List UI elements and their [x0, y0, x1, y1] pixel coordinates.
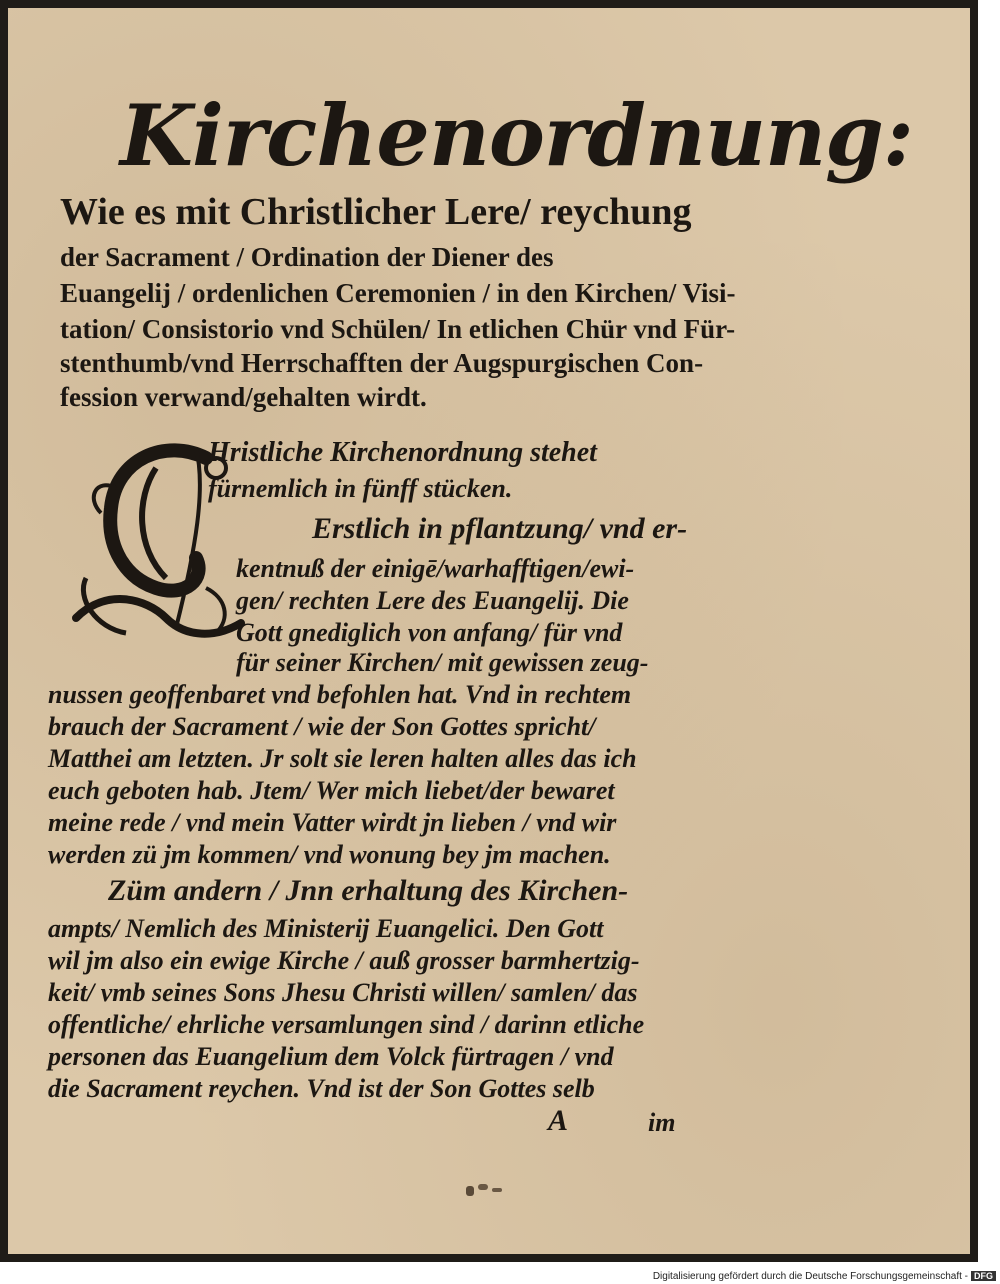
paragraph-1-line: Erstlich in pflantzung/ vnd er-	[312, 512, 688, 545]
dfg-logo: DFG	[971, 1271, 996, 1281]
paragraph-1-line: werden zü jm kommen/ vnd wonung bey jm machen.	[48, 840, 611, 869]
paragraph-1-line: nussen geoffenbaret vnd befohlen hat. Vnd in rechtem	[48, 680, 632, 709]
paragraph-2-line: offentliche/ ehrliche versamlungen sind / darinn etliche	[48, 1010, 645, 1039]
paragraph-1-line: kentnuß der einigē/warhafftigen/ewi-	[236, 554, 635, 583]
digitization-footer	[653, 1271, 996, 1282]
paragraph-1-line: brauch der Sacrament / wie der Son Gottes spricht/	[48, 712, 596, 741]
intro-line: fürnemlich in fünff stücken.	[208, 474, 513, 503]
paragraph-2-line: Züm andern / Jnn erhaltung des Kirchen-	[108, 874, 629, 907]
subtitle-line: Wie es mit Christlicher Lere/ reychung	[60, 191, 692, 233]
paragraph-1-line: meine rede / vnd mein Vatter wirdt jn lieben / vnd wir	[48, 808, 617, 837]
catchword: im	[648, 1108, 676, 1137]
subtitle-line: Euangelij / ordenlichen Ceremonien / in den Kirchen/ Visi-	[60, 278, 736, 308]
paragraph-2-line: die Sacrament reychen. Vnd ist der Son Gottes selb	[48, 1074, 595, 1103]
paragraph-1-line: Gott gnediglich von anfang/ für vnd	[236, 618, 623, 647]
intro-line: Hristliche Kirchenordnung stehet	[208, 437, 597, 468]
subtitle-line: stenthumb/vnd Herrschafften der Augspurgischen Con-	[60, 348, 704, 378]
subtitle-line: tation/ Consistorio vnd Schülen/ In etlichen Chür vnd Für-	[60, 314, 736, 344]
paragraph-2-line: wil jm also ein ewige Kirche / auß grosser barmhertzig-	[48, 946, 640, 975]
paragraph-1-line: euch geboten hab. Jtem/ Wer mich liebet/der bewaret	[48, 776, 615, 805]
subtitle-line: fession verwand/gehalten wirdt.	[60, 382, 427, 412]
ink-smudge	[466, 1184, 506, 1198]
paragraph-1-line: Matthei am letzten. Jr solt sie leren halten alles das ich	[48, 744, 637, 773]
paragraph-1-line: gen/ rechten Lere des Euangelij. Die	[236, 586, 629, 615]
book-page	[8, 8, 970, 1254]
signature-mark: A	[548, 1104, 569, 1137]
page-title: Kirchenordnung:	[120, 86, 913, 185]
paragraph-1-line: für seiner Kirchen/ mit gewissen zeug-	[236, 648, 649, 677]
paragraph-2-line: personen das Euangelium dem Volck fürtragen / vnd	[48, 1042, 614, 1071]
paragraph-2-line: keit/ vmb seines Sons Jhesu Christi willen/ samlen/ das	[48, 978, 638, 1007]
paragraph-2-line: ampts/ Nemlich des Ministerij Euangelici. Den Gott	[48, 914, 604, 943]
subtitle-line: der Sacrament / Ordination der Diener des	[60, 242, 554, 272]
footer-text: Digitalisierung gefördert durch die Deutsche Forschungsgemeinschaft -	[652, 1271, 968, 1282]
